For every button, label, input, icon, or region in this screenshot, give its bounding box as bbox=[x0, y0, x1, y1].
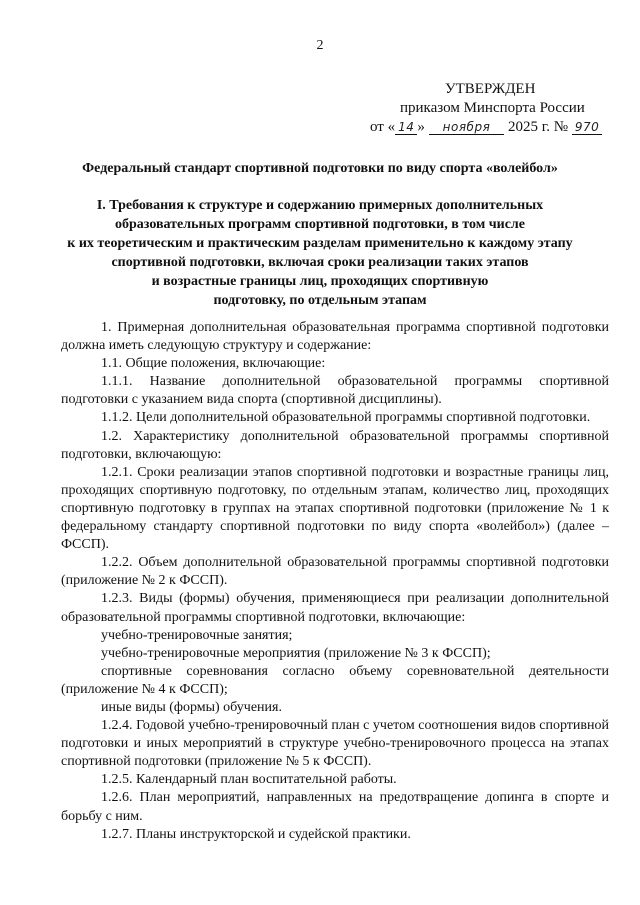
paragraph: 1.1.2. Цели дополнительной образовательной программы спортивной подготовки. bbox=[101, 410, 591, 426]
paragraph: 1.2.2. Объем дополнительной образовательной программы спортивной подготовки (приложение № 2 к ФССП). bbox=[61, 555, 609, 589]
paragraph: 1.2.1. Сроки реализации этапов спортивной подготовки и возрастные границы лиц, проходящих спортивную подготовку, по отдельным этапам, количество лиц, проходящих спортивную подготовку в группах на этапах спортивной подготовки (приложение № 1 к федеральному стандарту спортивной подготовки по виду спорта «волейбол») (далее – ФССП). bbox=[61, 464, 609, 553]
section-heading-line: и возрастные границы лиц, проходящих спортивную bbox=[151, 274, 489, 289]
paragraph: 1.1. Общие положения, включающие: bbox=[101, 356, 326, 372]
paragraph: 1.2. Характеристику дополнительной образовательной программы спортивной подготовки, включающую: bbox=[61, 428, 609, 462]
paragraph: 1. Примерная дополнительная образовательная программа спортивной подготовки должна иметь следующую структуру и содержание: bbox=[61, 320, 609, 354]
paragraph: учебно-тренировочные мероприятия (приложение № 3 к ФССП); bbox=[101, 645, 491, 661]
paragraph: 1.2.4. Годовой учебно-тренировочный план с учетом соотношения видов спортивной подготовки и иных мероприятий в структуре учебно-тренировочного процесса на этапах спортивной подготовки (приложение № 5 к ФССП). bbox=[61, 718, 609, 770]
handwritten-day: 14 bbox=[395, 120, 417, 135]
section-heading-line: подготовку, по отдельным этапам bbox=[213, 293, 427, 308]
approval-by: приказом Минспорта России bbox=[400, 100, 585, 116]
document-body bbox=[61, 319, 609, 844]
paragraph: 1.2.3. Виды (формы) обучения, применяющиеся при реализации дополнительной образовательной программы спортивной подготовки, включающие: bbox=[61, 591, 609, 625]
paragraph: 1.2.5. Календарный план воспитательной работы. bbox=[101, 772, 397, 788]
year-text: 2025 г. № bbox=[508, 119, 569, 135]
paragraph: 1.1.1. Название дополнительной образовательной программы спортивной подготовки с указанием вида спорта (спортивной дисциплины). bbox=[61, 374, 609, 408]
section-heading-line: I. Требования к структуре и содержанию примерных дополнительных bbox=[96, 198, 544, 213]
date-mid: » bbox=[417, 119, 425, 135]
approval-title: УТВЕРЖДЕН bbox=[445, 81, 536, 97]
date-prefix: от « bbox=[370, 119, 396, 135]
paragraph: спортивные соревнования согласно объему соревновательной деятельности (приложение № 4 к ФССП); bbox=[61, 663, 609, 697]
paragraph: иные виды (формы) обучения. bbox=[101, 699, 282, 715]
page-number: 2 bbox=[316, 38, 324, 53]
handwritten-month: ноября bbox=[429, 120, 505, 135]
handwritten-number: 970 bbox=[572, 120, 602, 135]
section-heading-line: спортивной подготовки, включая сроки реализации таких этапов bbox=[111, 255, 529, 270]
document-title: Федеральный стандарт спортивной подготовки по виду спорта «волейбол» bbox=[82, 161, 558, 176]
section-heading-line: к их теоретическим и практическим разделам применительно к каждому этапу bbox=[67, 236, 573, 251]
paragraph: учебно-тренировочные занятия; bbox=[101, 627, 293, 643]
approval-date-line bbox=[370, 118, 620, 137]
paragraph: 1.2.7. Планы инструкторской и судейской практики. bbox=[101, 826, 411, 842]
section-heading bbox=[60, 196, 580, 310]
approval-block bbox=[370, 80, 620, 137]
paragraph: 1.2.6. План мероприятий, направленных на предотвращение допинга в спорте и борьбу с ним. bbox=[61, 790, 609, 824]
section-heading-line: образовательных программ спортивной подготовки, в том числе bbox=[115, 217, 525, 232]
